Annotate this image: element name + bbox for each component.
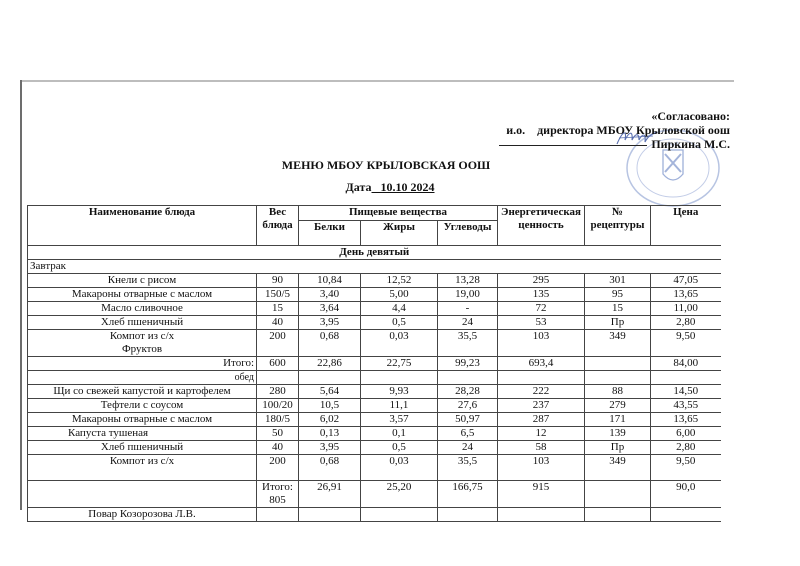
dish-carbs: 35,5 [438,455,498,481]
dish-proteins: 3,40 [299,288,361,302]
dish-recipe: 349 [585,330,651,357]
empty-cell [361,371,438,385]
dish-weight: 90 [257,274,299,288]
total-recipe [585,357,651,371]
dish-weight: 100/20 [257,399,299,413]
empty-cell [585,508,651,522]
table-row [28,385,721,399]
dish-energy: 53 [498,316,585,330]
approval-heading: «Согласовано: [651,109,730,123]
empty-cell [651,371,721,385]
total-label: Итого: [28,357,257,371]
date-label: Дата [345,180,372,194]
total-fats: 22,75 [361,357,438,371]
table-row [28,302,721,316]
dish-weight: 200 [257,455,299,481]
dish-carbs: 6,5 [438,427,498,441]
total-recipe [585,481,651,508]
menu-table [27,205,721,522]
dish-carbs: 24 [438,441,498,455]
dish-carbs: 50,97 [438,413,498,427]
dish-price: 14,50 [651,385,721,399]
dish-recipe: Пр [585,441,651,455]
header-price: Цена [651,206,721,246]
dish-proteins: 0,68 [299,455,361,481]
dish-recipe: 139 [585,427,651,441]
approval-signatory [499,137,730,151]
cook-signature: Повар Козорозова Л.В. [28,508,257,522]
dish-carbs: 27,6 [438,399,498,413]
dish-proteins: 10,84 [299,274,361,288]
dish-fats: 0,5 [361,316,438,330]
header-fats: Жиры [361,221,438,246]
dish-name: Компот из с/х [28,455,257,481]
table-row [28,288,721,302]
day-label: День девятый [28,246,721,260]
dish-price: 9,50 [651,330,721,357]
dish-energy: 295 [498,274,585,288]
total-energy: 693,4 [498,357,585,371]
total-weight: 600 [257,357,299,371]
dish-weight: 180/5 [257,413,299,427]
total-carbs: 99,23 [438,357,498,371]
total-energy: 915 [498,481,585,508]
dish-proteins: 5,64 [299,385,361,399]
approval-block [499,109,730,151]
dish-energy: 72 [498,302,585,316]
dish-carbs: 19,00 [438,288,498,302]
dish-price: 43,55 [651,399,721,413]
dish-fats: 3,57 [361,413,438,427]
header-nutrients: Пищевые вещества [299,206,498,221]
dish-recipe: 15 [585,302,651,316]
dish-energy: 103 [498,455,585,481]
dish-fats: 0,1 [361,427,438,441]
table-row [28,455,721,481]
dish-fats: 0,03 [361,330,438,357]
dish-name: Макароны отварные с маслом [28,288,257,302]
dish-fats: 4,4 [361,302,438,316]
dish-fats: 11,1 [361,399,438,413]
dish-name: Хлеб пшеничный [28,441,257,455]
dish-recipe: 95 [585,288,651,302]
dish-energy: 58 [498,441,585,455]
dish-recipe: 279 [585,399,651,413]
dish-carbs: 28,28 [438,385,498,399]
total-price: 84,00 [651,357,721,371]
dish-price: 13,65 [651,288,721,302]
date-line [0,180,770,195]
empty-cell [498,508,585,522]
date-value: 10.10 2024 [380,180,435,194]
dish-fats: 9,93 [361,385,438,399]
dish-price: 13,65 [651,413,721,427]
dish-carbs: 24 [438,316,498,330]
dish-recipe: 171 [585,413,651,427]
page-border-top [20,80,734,82]
dish-price: 9,50 [651,455,721,481]
table-row [28,413,721,427]
approval-position: и.о. директора МБОУ Крыловской оош [506,123,730,137]
dish-weight: 280 [257,385,299,399]
dish-weight: 40 [257,316,299,330]
dish-carbs: 13,28 [438,274,498,288]
dish-energy: 135 [498,288,585,302]
table-row [28,427,721,441]
header-proteins: Белки [299,221,361,246]
total-fats: 25,20 [361,481,438,508]
signature-line [499,145,647,146]
empty-cell [438,508,498,522]
empty-cell [438,371,498,385]
meal-breakfast-label: Завтрак [28,260,721,274]
header-weight: Вес блюда [257,206,299,246]
dish-proteins: 6,02 [299,413,361,427]
empty-cell [585,371,651,385]
dish-proteins: 10,5 [299,399,361,413]
dish-weight: 15 [257,302,299,316]
table-row [28,274,721,288]
signatory-name: Пиркина М.С. [651,137,730,151]
dish-price: 2,80 [651,441,721,455]
dish-fats: 0,5 [361,441,438,455]
meal-lunch-row [28,371,721,385]
dish-fats: 5,00 [361,288,438,302]
dish-energy: 12 [498,427,585,441]
lunch-total-row [28,481,721,508]
empty-cell [257,508,299,522]
empty-cell [651,508,721,522]
dish-proteins: 3,95 [299,316,361,330]
total-label-weight: Итого: 805 [257,481,299,508]
empty-cell [361,508,438,522]
total-price: 90,0 [651,481,721,508]
breakfast-total-row [28,357,721,371]
dish-name: Компот из с/х Фруктов [28,330,257,357]
dish-recipe: 301 [585,274,651,288]
dish-name: Макароны отварные с маслом [28,413,257,427]
empty-cell [28,481,257,508]
table-row [28,441,721,455]
dish-price: 2,80 [651,316,721,330]
total-proteins: 22,86 [299,357,361,371]
total-carbs: 166,75 [438,481,498,508]
dish-name: Хлеб пшеничный [28,316,257,330]
dish-fats: 12,52 [361,274,438,288]
dish-energy: 222 [498,385,585,399]
dish-name: Тефтели с соусом [28,399,257,413]
dish-carbs: 35,5 [438,330,498,357]
empty-cell [299,508,361,522]
dish-weight: 200 [257,330,299,357]
dish-proteins: 3,95 [299,441,361,455]
dish-name: Масло сливочное [28,302,257,316]
total-proteins: 26,91 [299,481,361,508]
dish-price: 6,00 [651,427,721,441]
meal-lunch-label: обед [28,371,257,385]
dish-name: Кнели с рисом [28,274,257,288]
dish-energy: 287 [498,413,585,427]
dish-energy: 237 [498,399,585,413]
header-name: Наименование блюда [28,206,257,246]
dish-weight: 40 [257,441,299,455]
header-energy: Энергетическая ценность [498,206,585,246]
page-border-left [20,80,22,510]
dish-proteins: 3,64 [299,302,361,316]
table-row [28,330,721,357]
dish-recipe: 88 [585,385,651,399]
dish-carbs: - [438,302,498,316]
dish-price: 11,00 [651,302,721,316]
dish-price: 47,05 [651,274,721,288]
table-row [28,399,721,413]
dish-proteins: 0,68 [299,330,361,357]
dish-fats: 0,03 [361,455,438,481]
page-title [0,158,760,173]
dish-name: Капуста тушеная [28,427,257,441]
dish-weight: 50 [257,427,299,441]
dish-name: Щи со свежей капустой и картофелем [28,385,257,399]
header-carbs: Углеводы [438,221,498,246]
title-text: МЕНЮ МБОУ КРЫЛОВСКАЯ ООШ [281,158,491,172]
empty-cell [257,371,299,385]
dish-weight: 150/5 [257,288,299,302]
dish-recipe: Пр [585,316,651,330]
table-row [28,316,721,330]
empty-cell [498,371,585,385]
cook-row [28,508,721,522]
dish-proteins: 0,13 [299,427,361,441]
empty-cell [299,371,361,385]
dish-recipe: 349 [585,455,651,481]
dish-energy: 103 [498,330,585,357]
header-recipe: № рецептуры [585,206,651,246]
